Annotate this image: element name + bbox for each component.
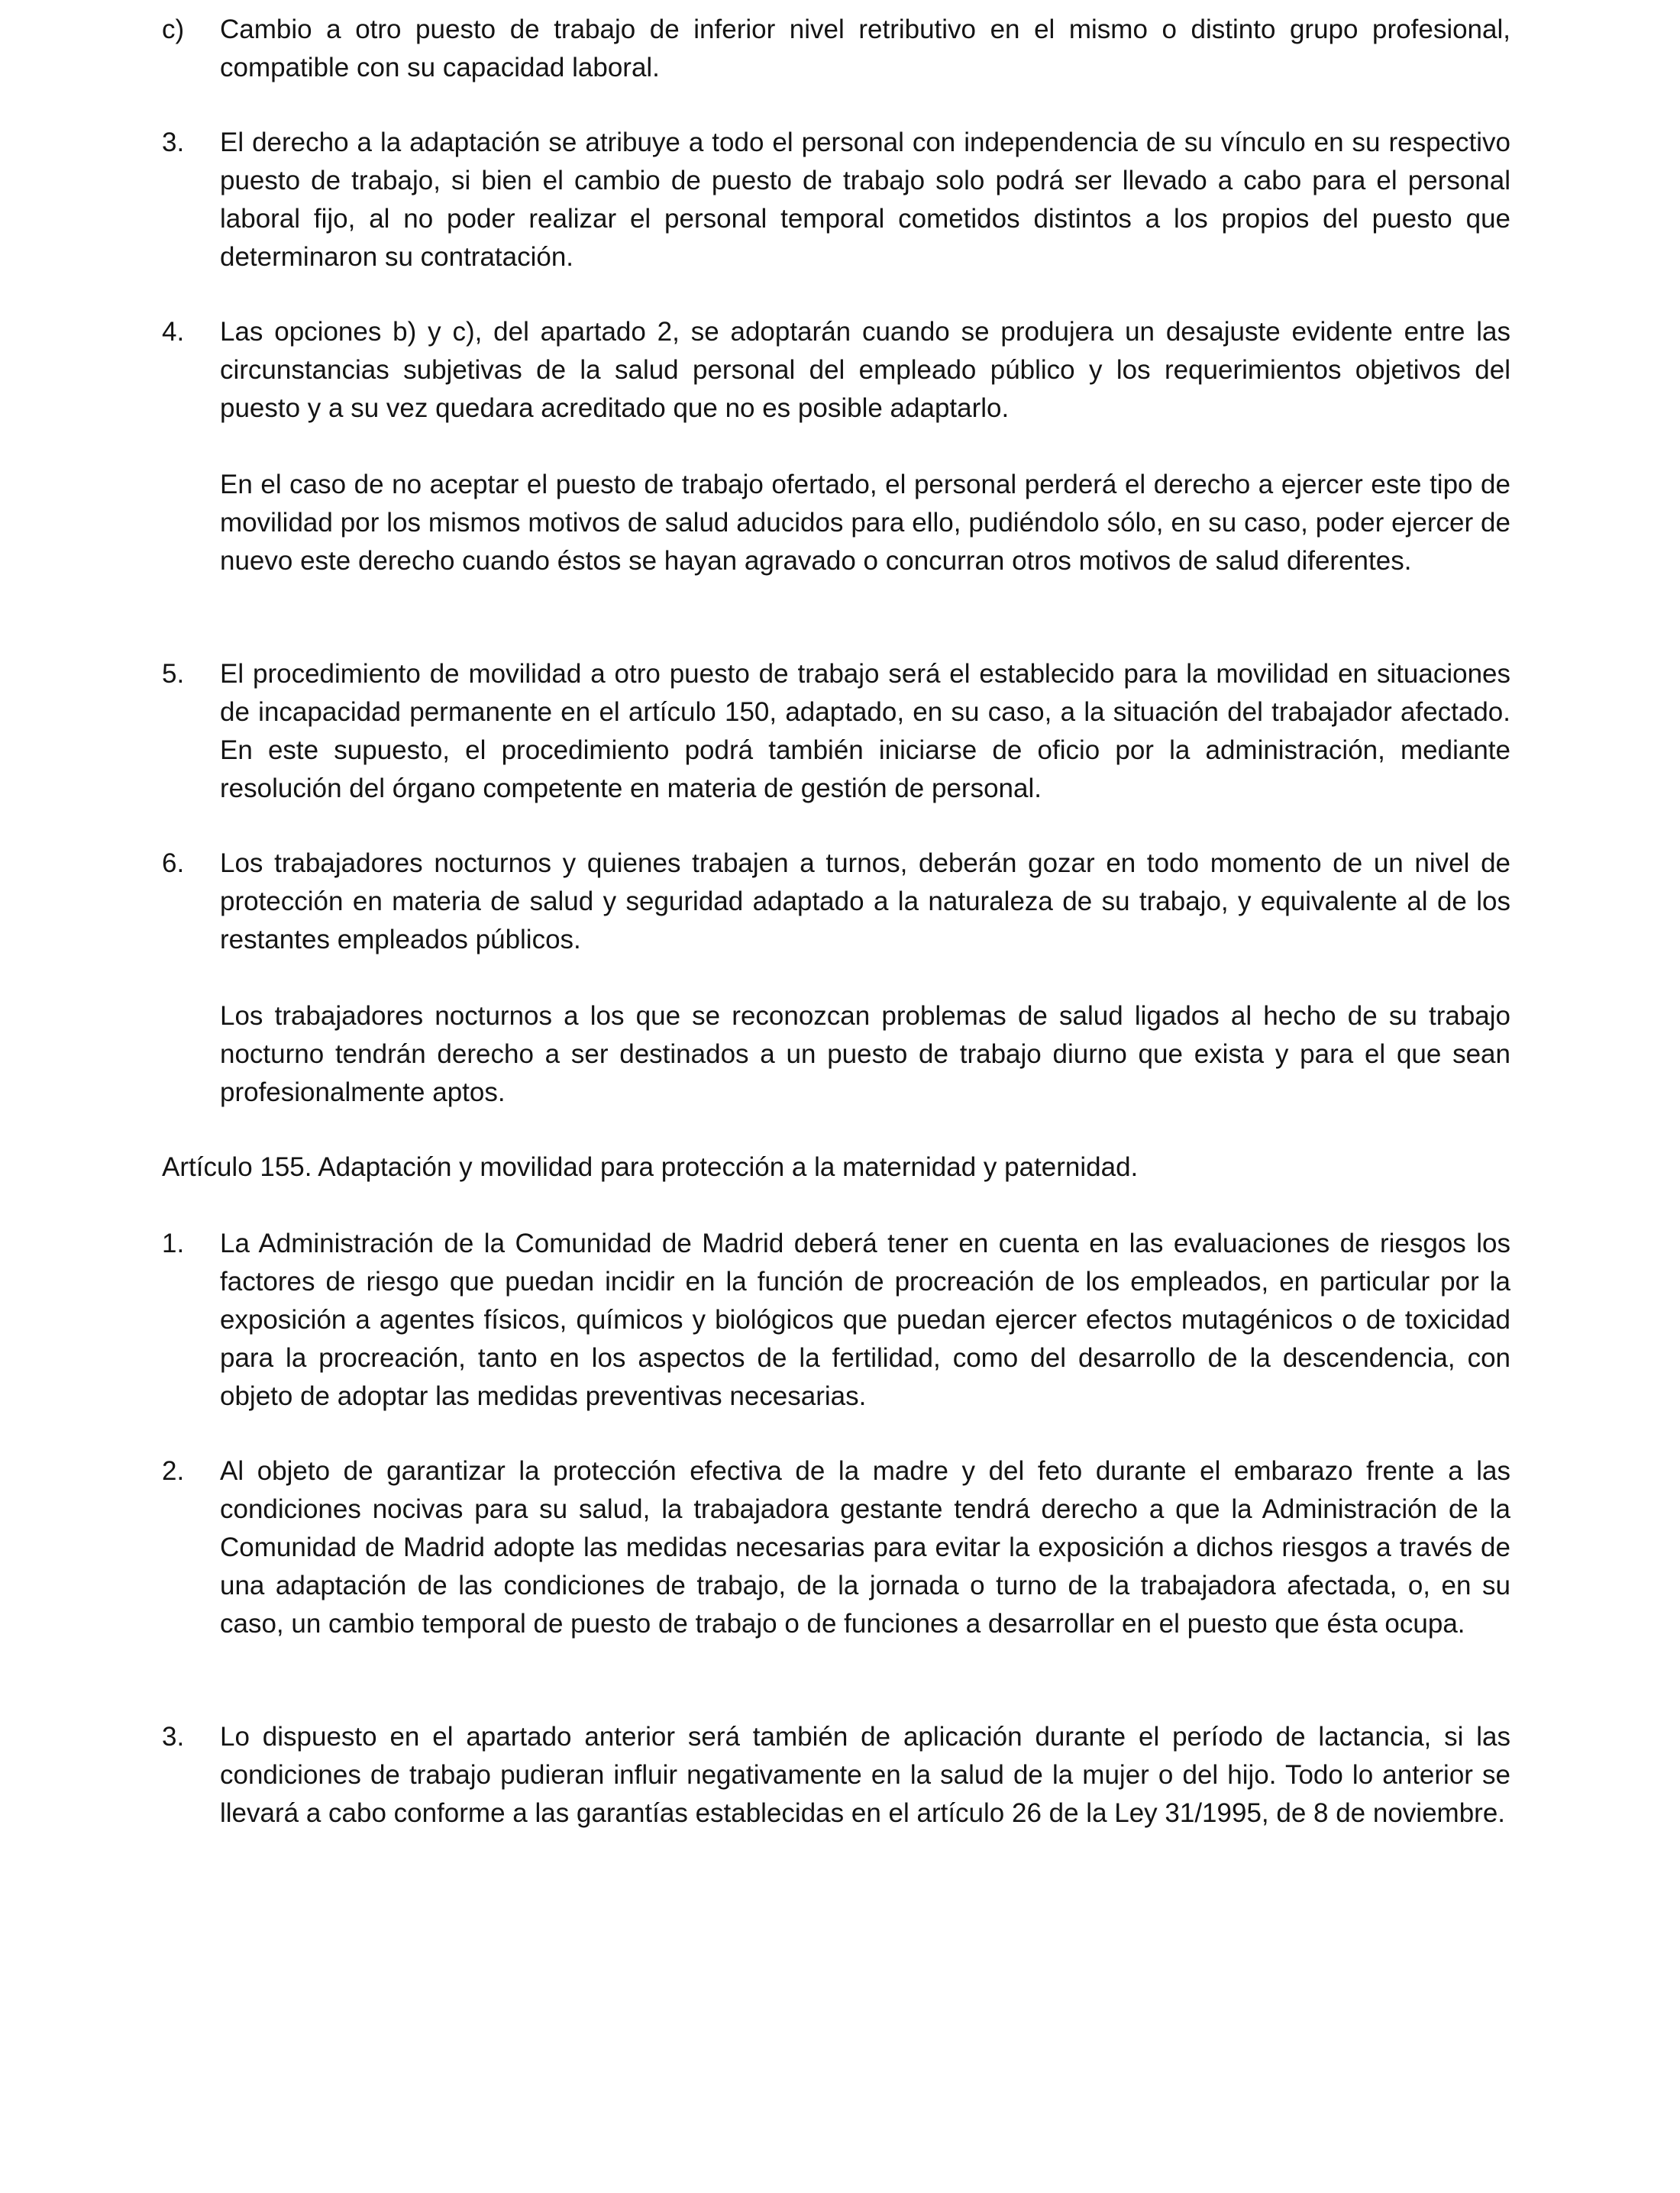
list-item-4: [162, 313, 1510, 580]
paragraph: Las opciones b) y c), del apartado 2, se adoptarán cuando se produjera un desajuste evidente entre las circunstancias subjetivas de la salud personal del empleado público y los requerimientos objetivos del puesto y a su vez quedara acreditado que no es posible adaptarlo.: [220, 317, 1510, 423]
list-marker: 3.: [162, 1722, 185, 1752]
list-item-6: [162, 845, 1510, 1112]
article-item-2: [162, 1452, 1510, 1643]
list-item-body: [220, 1718, 1510, 1833]
list-item-body: [220, 313, 1510, 580]
list-marker: c): [162, 15, 185, 44]
paragraph: Lo dispuesto en el apartado anterior será también de aplicación durante el período de lactancia, si las condiciones de trabajo pudieran influir negativamente en la salud de la mujer o del hijo. Todo lo anterior se llevará a cabo conforme a las garantías establecidas en el artículo 26 de la Ley 31/1995, de 8 de noviembre.: [220, 1722, 1510, 1828]
paragraph: Los trabajadores nocturnos a los que se reconozcan problemas de salud ligados al hecho de su trabajo nocturno tendrán derecho a ser destinados a un puesto de trabajo diurno que exista y para el que sean profesionalmente aptos.: [220, 1001, 1510, 1107]
list-marker: 1.: [162, 1229, 185, 1258]
list-marker: 4.: [162, 317, 185, 347]
list-marker: 2.: [162, 1456, 185, 1486]
paragraph: Los trabajadores nocturnos y quienes trabajen a turnos, deberán gozar en todo momento de un nivel de protección en materia de salud y seguridad adaptado a la naturaleza de su trabajo, y equivalente al de los restantes empleados públicos.: [220, 848, 1510, 954]
list-item-body: [220, 124, 1510, 276]
article-item-3: [162, 1718, 1510, 1833]
list-marker: 5.: [162, 659, 185, 689]
paragraph: Cambio a otro puesto de trabajo de inferior nivel retributivo en el mismo o distinto grupo profesional, compatible con su capacidad laboral.: [220, 15, 1510, 82]
list-item-body: [220, 1452, 1510, 1643]
paragraph: En el caso de no aceptar el puesto de trabajo ofertado, el personal perderá el derecho a ejercer este tipo de movilidad por los mismos motivos de salud aducidos para ello, pudiéndolo sólo, en su caso, poder ejercer de nuevo este derecho cuando éstos se hayan agravado o concurran otros motivos de salud diferentes.: [220, 470, 1510, 576]
paragraph: La Administración de la Comunidad de Madrid deberá tener en cuenta en las evaluaciones de riesgos los factores de riesgo que puedan incidir en la función de procreación de los empleados, en particular por la exposición a agentes físicos, químicos y biológicos que puedan ejercer efectos mutagénicos o de toxicidad para la procreación, tanto en los aspectos de la fertilidad, como del desarrollo de la descendencia, con objeto de adoptar las medidas preventivas necesarias.: [220, 1229, 1510, 1411]
paragraph: El procedimiento de movilidad a otro puesto de trabajo será el establecido para la movilidad en situaciones de incapacidad permanente en el artículo 150, adaptado, en su caso, a la situación del trabajador afectado. En este supuesto, el procedimiento podrá también iniciarse de oficio por la administración, mediante resolución del órgano competente en materia de gestión de personal.: [220, 659, 1510, 803]
list-item-body: [220, 1225, 1510, 1416]
list-item-body: [220, 845, 1510, 1112]
article-item-1: [162, 1225, 1510, 1416]
article-heading: Artículo 155. Adaptación y movilidad para protección a la maternidad y paternidad.: [162, 1152, 1139, 1182]
list-marker: 3.: [162, 128, 185, 157]
list-item-body: [220, 11, 1510, 87]
list-item-5: [162, 655, 1510, 808]
paragraph: El derecho a la adaptación se atribuye a todo el personal con independencia de su vínculo en su respectivo puesto de trabajo, si bien el cambio de puesto de trabajo solo podrá ser llevado a cabo para el personal laboral fijo, al no poder realizar el personal temporal cometidos distintos a los propios del puesto que determinaron su contratación.: [220, 128, 1510, 272]
list-marker: 6.: [162, 848, 185, 878]
list-item-body: [220, 655, 1510, 808]
paragraph: Al objeto de garantizar la protección efectiva de la madre y del feto durante el embarazo frente a las condiciones nocivas para su salud, la trabajadora gestante tendrá derecho a que la Administración de la Comunidad de Madrid adopte las medidas necesarias para evitar la exposición a dichos riesgos a través de una adaptación de las condiciones de trabajo, de la jornada o turno de la trabajadora afectada, o, en su caso, un cambio temporal de puesto de trabajo o de funciones a desarrollar en el puesto que ésta ocupa.: [220, 1456, 1510, 1639]
list-item-c: [162, 11, 1510, 87]
list-item-3: [162, 124, 1510, 276]
